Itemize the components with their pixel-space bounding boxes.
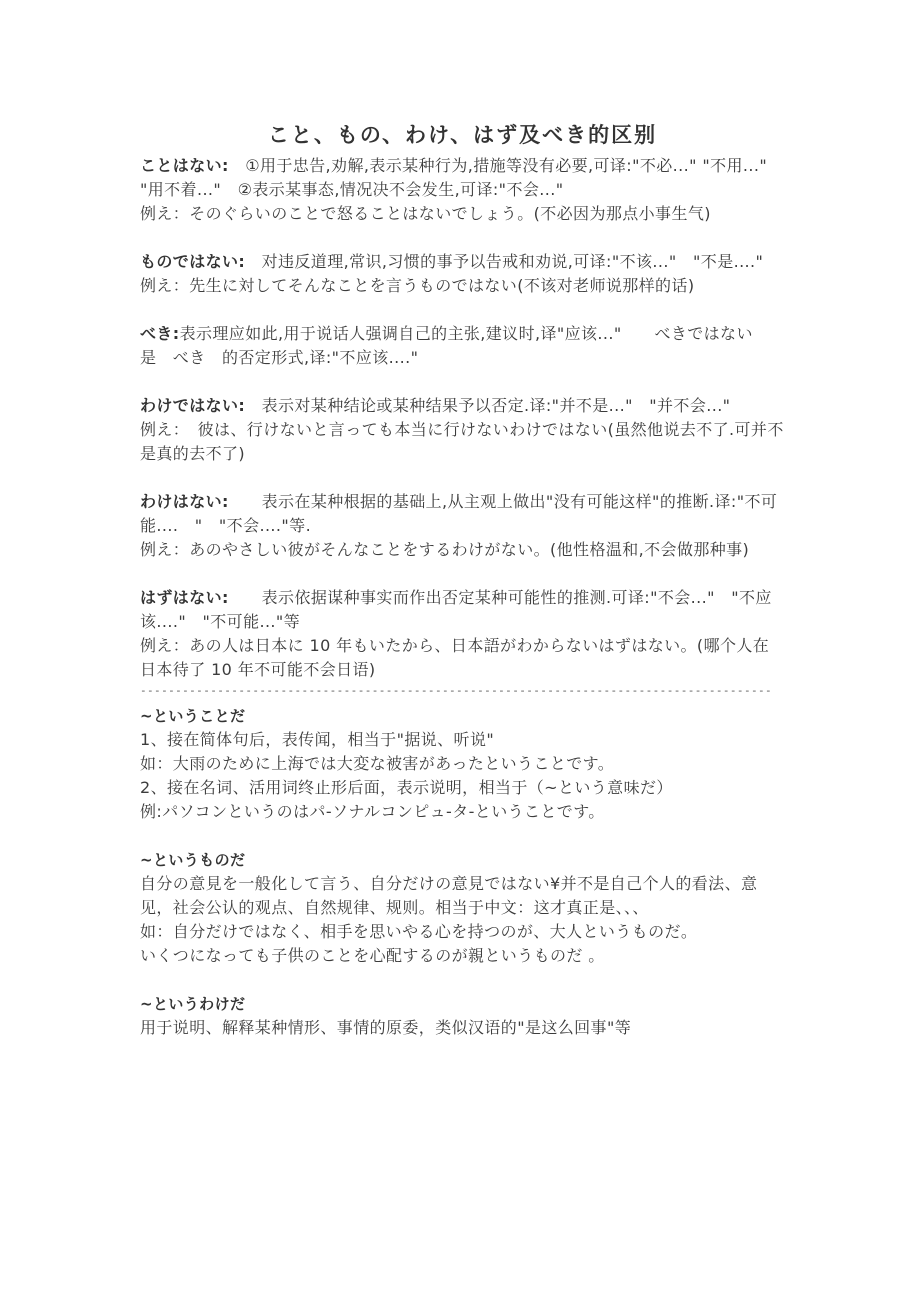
section-hazuwanai bbox=[140, 586, 785, 682]
example-text: 例え：そのぐらいのことで怒ることはないでしょう。(不必因为那点小事生气) bbox=[140, 204, 711, 223]
term-label: ことはない: bbox=[140, 156, 229, 175]
section-monodewanai bbox=[140, 250, 785, 298]
page-title: こと、もの、わけ、はず及べき的区别 bbox=[267, 123, 658, 147]
definition-paragraph bbox=[140, 250, 785, 274]
subsection-toiumonoda bbox=[140, 848, 785, 968]
divider-line: ------------------------------------------------------------------------------------------ bbox=[140, 684, 773, 697]
definition-paragraph bbox=[140, 322, 785, 370]
subsection-line: 例:パソコンというのはパ-ソナルコンピュ-タ-ということです。 bbox=[140, 802, 605, 821]
definition-text: 表示对某种结论或某种结果予以否定.译:"并不是..." "并不会..." bbox=[245, 396, 731, 415]
spacer bbox=[140, 562, 785, 586]
section-wakewanai bbox=[140, 490, 785, 562]
section-wakedewanai bbox=[140, 394, 785, 466]
subsection-toiuwakeda bbox=[140, 992, 785, 1040]
spacer bbox=[140, 226, 785, 250]
spacer bbox=[140, 298, 785, 322]
subsection-toiukotoda bbox=[140, 704, 785, 824]
spacer bbox=[140, 824, 785, 848]
definition-text: 表示在某种根据的基础上,从主观上做出"没有可能这样"的推断.译:"不可能.... " "不会...."等. bbox=[140, 492, 778, 535]
document-page bbox=[140, 120, 785, 1040]
spacer bbox=[140, 968, 785, 992]
subsection-line: 自分の意見を一般化して言う、自分だけの意見ではない¥并不是自己个人的看法、意见，社会公认的观点、自然规律、规则。相当于中文：这才真正是、、、 bbox=[140, 874, 758, 917]
section-kotowanai bbox=[140, 154, 785, 226]
subsection-heading: ~ということだ bbox=[140, 707, 246, 725]
definition-paragraph bbox=[140, 394, 785, 418]
subsection-line: 用于说明、解释某种情形、事情的原委，类似汉语的"是这么回事"等 bbox=[140, 1018, 632, 1037]
definition-text: ①用于忠告,劝解,表示某种行为,措施等没有必要,可译:"不必..." "不用..." "用不着..." ②表示某事态,情况决不会发生,可译:"不会..." bbox=[140, 156, 768, 199]
section-beki bbox=[140, 322, 785, 370]
subsection-line: 如：自分だけではなく、相手を思いやる心を持つのが、大人というものだ。 bbox=[140, 922, 698, 941]
example-text: 例え：あの人は日本に 10 年もいたから、日本語がわからないはずはない。(哪个人在日本待了 10 年不可能不会日语) bbox=[140, 636, 770, 679]
spacer bbox=[140, 466, 785, 490]
subsection-line: 1、接在简体句后，表传闻，相当于"据说、听说" bbox=[140, 730, 495, 749]
subsection-line: 2、接在名词、活用词终止形后面，表示说明，相当于（~という意味だ） bbox=[140, 778, 673, 797]
term-label: わけはない: bbox=[140, 492, 229, 511]
definition-text: 表示依据谋种事实而作出否定某种可能性的推测.可译:"不会..." "不应该...." "不可能..."等 bbox=[140, 588, 772, 631]
subsection-heading: ~というものだ bbox=[140, 851, 246, 869]
definition-paragraph bbox=[140, 586, 785, 634]
definition-paragraph bbox=[140, 490, 785, 538]
example-text: 例え：先生に対してそんなことを言うものではない(不该对老师说那样的话) bbox=[140, 276, 695, 295]
subsection-line: 如：大雨のために上海では大変な被害があったということです。 bbox=[140, 754, 615, 773]
example-text: 例え： 彼は、行けないと言っても本当に行けないわけではない(虽然他说去不了.可并不是真的去不了) bbox=[140, 420, 784, 463]
term-label: わけではない: bbox=[140, 396, 246, 415]
example-text: 例え：あのやさしい彼がそんなことをするわけがない。(他性格温和,不会做那种事) bbox=[140, 540, 750, 559]
spacer bbox=[140, 370, 785, 394]
term-label: ものではない: bbox=[140, 252, 246, 271]
term-label: べき: bbox=[140, 324, 180, 343]
definition-text: 对违反道理,常识,习惯的事予以告戒和劝说,可译:"不该..." "不是...." bbox=[245, 252, 764, 271]
definition-paragraph bbox=[140, 154, 785, 202]
subsection-heading: ~というわけだ bbox=[140, 995, 246, 1013]
subsection-line: いくつになっても子供のことを心配するのが親というものだ 。 bbox=[140, 946, 605, 965]
term-label: はずはない: bbox=[140, 588, 229, 607]
definition-text: 表示理应如此,用于说话人强调自己的主张,建议时,译"应该..." べきではない 是 べき 的否定形式,译:"不应该...." bbox=[140, 324, 770, 367]
